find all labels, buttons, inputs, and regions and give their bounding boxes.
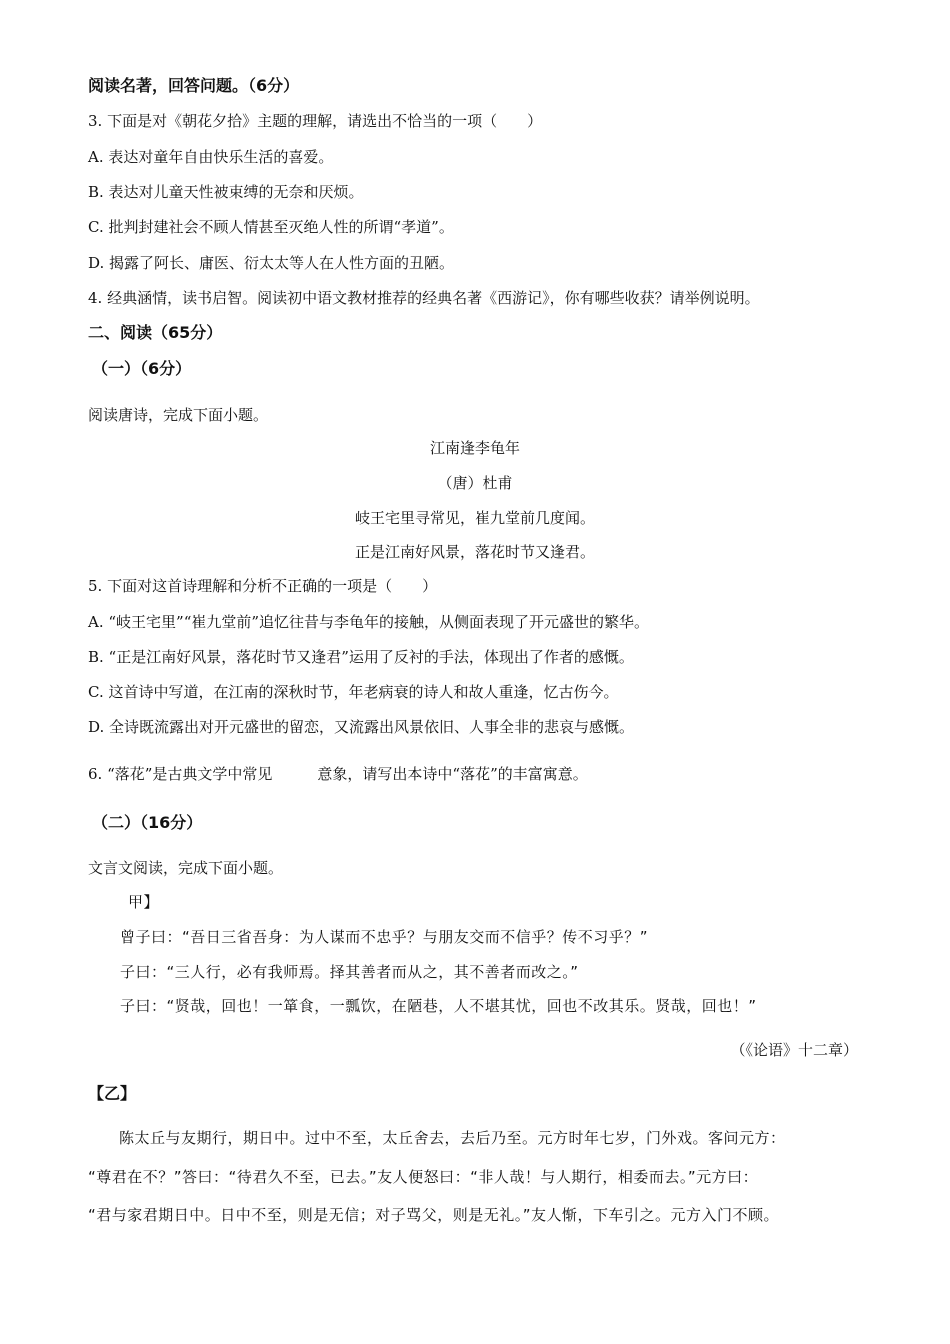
question-3-stem: 3. 下面是对《朝花夕拾》主题的理解，请选出不恰当的一项（ ） [88, 112, 543, 130]
poem-author: （唐）杜甫 [437, 474, 513, 492]
question-6: 6. “落花”是古典文学中常见 意象，请写出本诗中“落花”的丰富寓意。 [88, 765, 588, 783]
poem-title: 江南逢李龟年 [429, 439, 520, 457]
poem-line-1: 岐王宅里寻常见，崔九堂前几度闻。 [354, 509, 595, 527]
section-two-heading: 二、阅读（65分） [88, 323, 223, 342]
text-yi-label: 【乙】 [88, 1084, 137, 1103]
part-two-intro: 文言文阅读，完成下面小题。 [88, 859, 284, 877]
question-5-option-c: C. 这首诗中写道，在江南的深秋时节，年老病衰的诗人和故人重逢，忆古伤今。 [88, 683, 619, 701]
text-jia-line-2: 子曰：“三人行，必有我师焉。择其善者而从之，其不善者而改之。” [120, 963, 579, 981]
part-one-intro: 阅读唐诗，完成下面小题。 [88, 406, 269, 424]
part-two-heading: （二）（16分） [92, 813, 203, 832]
question-5-stem: 5. 下面对这首诗理解和分析不正确的一项是（ ） [88, 577, 438, 595]
text-jia-source: （《论语》十二章） [730, 1041, 858, 1059]
section-heading-classics: 阅读名著，回答问题。（6分） [88, 76, 300, 95]
question-5-option-b: B. “正是江南好风景，落花时节又逢君”运用了反衬的手法，体现出了作者的感慨。 [88, 648, 634, 666]
poem-line-2: 正是江南好风景，落花时节又逢君。 [354, 543, 595, 561]
question-3-option-d: D. 揭露了阿长、庸医、衍太太等人在人性方面的丑陋。 [88, 254, 455, 272]
text-jia-line-3: 子曰：“贤哉，回也！一箪食，一瓢饮，在陋巷，人不堪其忧，回也不改其乐。贤哉，回也！” [120, 997, 757, 1015]
part-one-heading: （一）（6分） [92, 359, 192, 378]
text-jia-label: 甲】 [128, 893, 160, 911]
question-3-option-b: B. 表达对儿童天性被束缚的无奈和厌烦。 [88, 183, 364, 201]
question-4: 4. 经典涵情，读书启智。阅读初中语文教材推荐的经典名著《西游记》，你有哪些收获？请举例说明。 [88, 289, 760, 307]
text-jia-line-1: 曾子曰：“吾日三省吾身：为人谋而不忠乎？与朋友交而不信乎？传不习乎？” [120, 928, 649, 946]
question-3-option-a: A. 表达对童年自由快乐生活的喜爱。 [88, 148, 334, 166]
question-5-option-d: D. 全诗既流露出对开元盛世的留恋，又流露出风景依旧、人事全非的悲哀与感慨。 [88, 718, 635, 736]
text-yi-line-3: “君与家君期日中。日中不至，则是无信；对子骂父，则是无礼。”友人惭，下车引之。元方入门不顾。 [88, 1206, 780, 1224]
text-yi-line-1: 陈太丘与友期行，期日中。过中不至，太丘舍去，去后乃至。元方时年七岁，门外戏。客问元方： [88, 1129, 786, 1147]
question-3-option-c: C. 批判封建社会不顾人情甚至灭绝人性的所谓“孝道”。 [88, 218, 454, 236]
question-5-option-a: A. “岐王宅里”“崔九堂前”追忆往昔与李龟年的接触，从侧面表现了开元盛世的繁华。 [88, 613, 650, 631]
text-yi-line-2: “尊君在不？”答曰：“待君久不至，已去。”友人便怒曰：“非人哉！与人期行，相委而去。”元方曰： [88, 1168, 759, 1186]
